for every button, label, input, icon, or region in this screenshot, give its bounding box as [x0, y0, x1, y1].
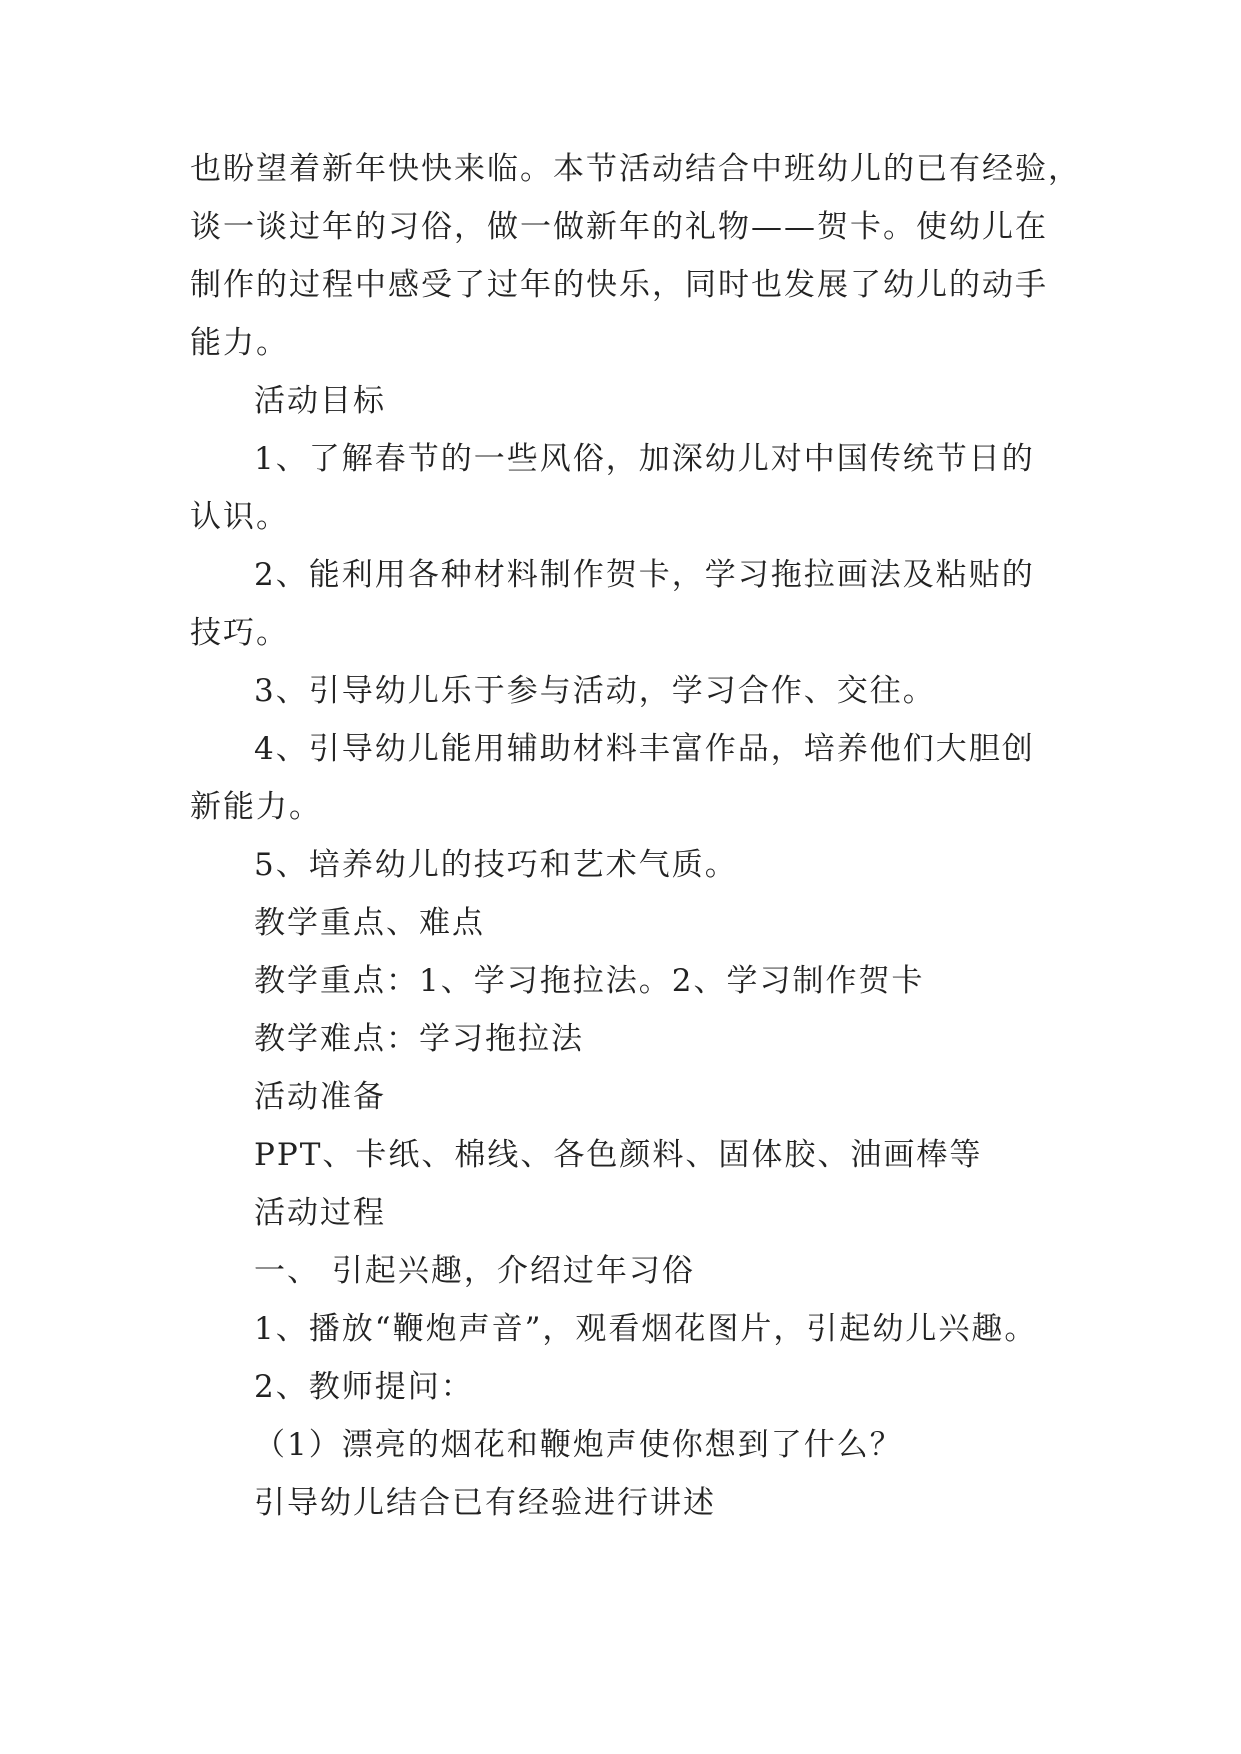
goal-item: 3、引导幼儿乐于参与活动，学习合作、交往。	[254, 673, 936, 709]
difficulty-line: 教学难点：学习拖拉法	[254, 1021, 584, 1057]
question-item: （1）漂亮的烟花和鞭炮声使你想到了什么？	[254, 1427, 903, 1463]
paragraph-line: 也盼望着新年快快来临。本节活动结合中班幼儿的已有经验，	[190, 151, 1081, 187]
goal-item: 2、能利用各种材料制作贺卡，学习拖拉画法及粘贴的	[254, 557, 1035, 593]
step-note: 引导幼儿结合已有经验进行讲述	[254, 1485, 716, 1521]
step-item: 1、播放“鞭炮声音”，观看烟花图片，引起幼儿兴趣。	[254, 1311, 1038, 1347]
key-point-line: 教学重点：1、学习拖拉法。2、学习制作贺卡	[254, 963, 925, 999]
step-heading: 一、 引起兴趣，介绍过年习俗	[254, 1253, 695, 1289]
step-item: 2、教师提问：	[254, 1369, 474, 1405]
materials-line: PPT、卡纸、棉线、各色颜料、固体胶、油画棒等	[254, 1137, 983, 1173]
goal-item-continuation: 技巧。	[190, 615, 289, 651]
section-heading: 活动准备	[254, 1079, 386, 1115]
section-heading: 活动过程	[254, 1195, 386, 1231]
goal-item-continuation: 新能力。	[190, 789, 322, 825]
paragraph-line: 能力。	[190, 325, 289, 361]
goal-item: 1、了解春节的一些风俗，加深幼儿对中国传统节日的	[254, 441, 1035, 477]
goal-item-continuation: 认识。	[190, 499, 289, 535]
goal-item: 5、培养幼儿的技巧和艺术气质。	[254, 847, 738, 883]
goal-item: 4、引导幼儿能用辅助材料丰富作品，培养他们大胆创	[254, 731, 1035, 767]
paragraph-line: 谈一谈过年的习俗，做一做新年的礼物——贺卡。使幼儿在	[190, 209, 1048, 245]
section-heading: 活动目标	[254, 383, 386, 419]
paragraph-line: 制作的过程中感受了过年的快乐，同时也发展了幼儿的动手	[190, 267, 1048, 303]
section-heading: 教学重点、难点	[254, 905, 485, 941]
